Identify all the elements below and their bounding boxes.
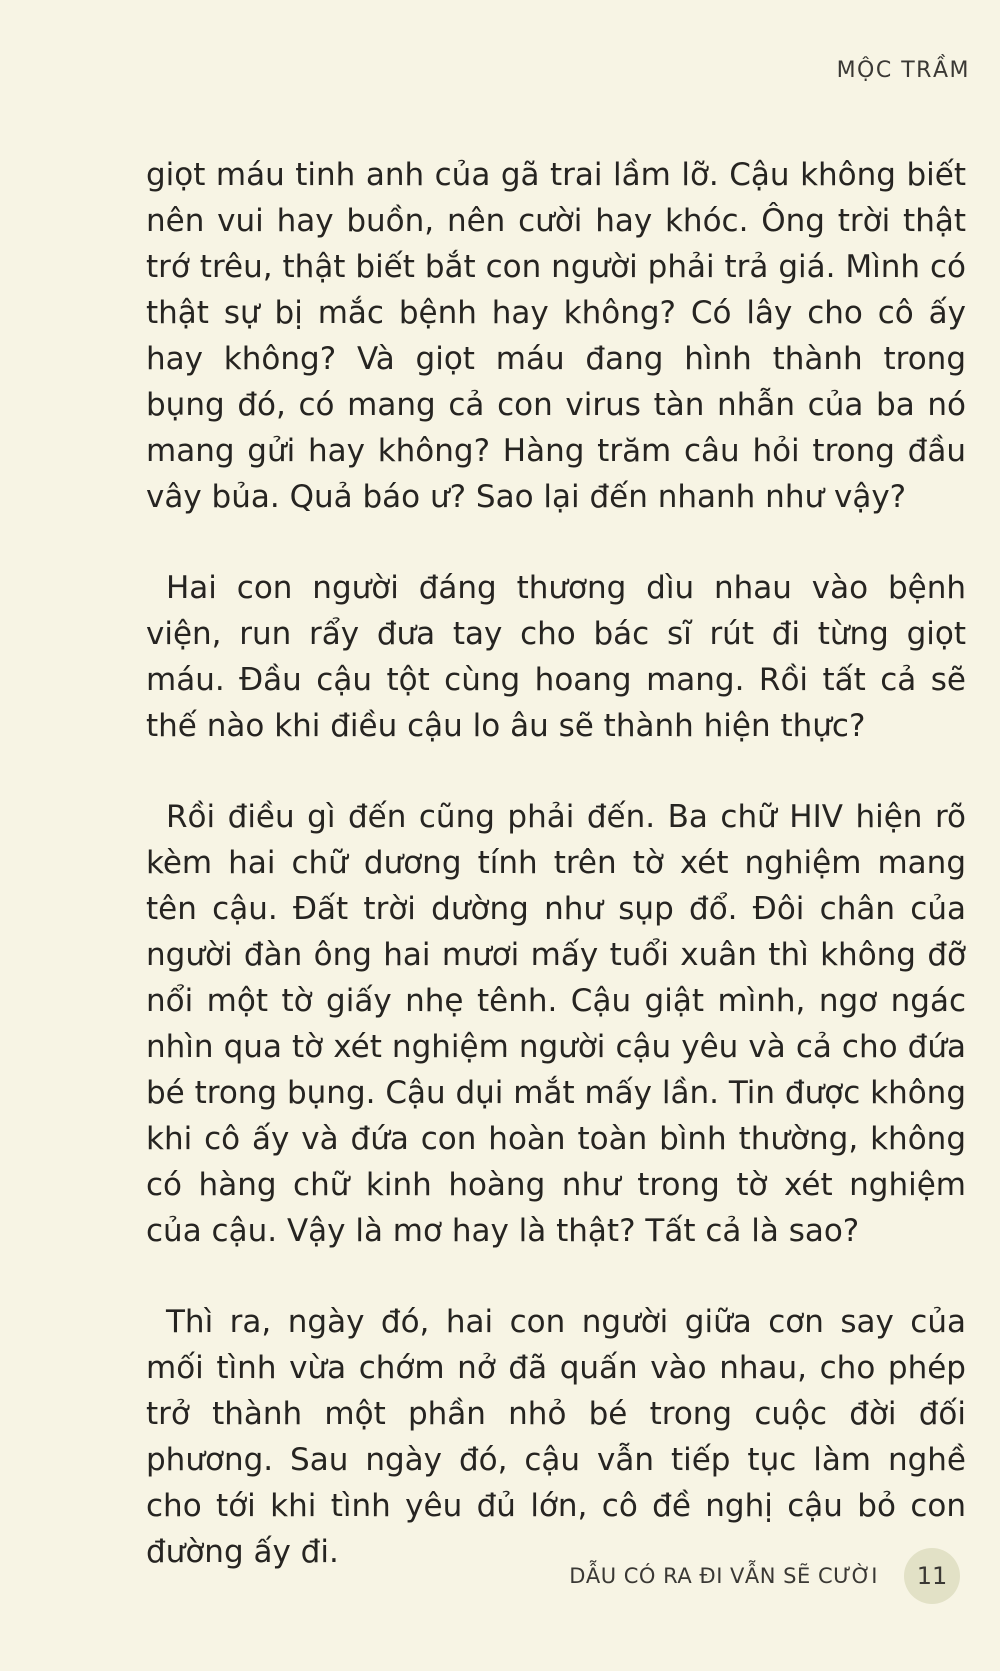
- page-number: 11: [916, 1562, 948, 1590]
- paragraph-2: Hai con người đáng thương dìu nhau vào bệnh viện, run rẩy đưa tay cho bác sĩ rút đi từng giọt máu. Đầu cậu tột cùng hoang mang. Rồi tất cả sẽ thế nào khi điều cậu lo âu sẽ thành hiện thực?: [146, 570, 966, 744]
- page-number-badge: [904, 1548, 960, 1604]
- running-footer: [569, 1548, 960, 1604]
- body-text: [146, 152, 966, 1575]
- running-header-author: MỘC TRẦM: [836, 58, 970, 83]
- paragraph-3: Rồi điều gì đến cũng phải đến. Ba chữ HIV hiện rõ kèm hai chữ dương tính trên tờ xét nghiệm mang tên cậu. Đất trời dường như sụp đổ. Đôi chân của người đàn ông hai mươi mấy tuổi xuân thì không đỡ nổi một tờ giấy nhẹ tênh. Cậu giật mình, ngơ ngác nhìn qua tờ xét nghiệm người cậu yêu và cả cho đứa bé trong bụng. Cậu dụi mắt mấy lần. Tin được không khi cô ấy và đứa con hoàn toàn bình thường, không có hàng chữ kinh hoàng như trong tờ xét nghiệm của cậu. Vậy là mơ hay là thật? Tất cả là sao?: [146, 799, 967, 1249]
- footer-book-title: DẪU CÓ RA ĐI VẪN SẼ CƯỜI: [569, 1564, 878, 1588]
- paragraph-4: Thì ra, ngày đó, hai con người giữa cơn say của mối tình vừa chớm nở đã quấn vào nhau, cho phép trở thành một phần nhỏ bé trong cuộc đời đối phương. Sau ngày đó, cậu vẫn tiếp tục làm nghề cho tới khi tình yêu đủ lớn, cô đề nghị cậu bỏ con đường ấy đi.: [146, 1304, 966, 1570]
- paragraph-1: giọt máu tinh anh của gã trai lầm lỡ. Cậu không biết nên vui hay buồn, nên cười hay khóc. Ông trời thật trớ trêu, thật biết bắt con người phải trả giá. Mình có thật sự bị mắc bệnh hay không? Có lây cho cô ấy hay không? Và giọt máu đang hình thành trong bụng đó, có mang cả con virus tàn nhẫn của ba nó mang gửi hay không? Hàng trăm câu hỏi trong đầu vây bủa. Quả báo ư? Sao lại đến nhanh như vậy?: [146, 157, 966, 515]
